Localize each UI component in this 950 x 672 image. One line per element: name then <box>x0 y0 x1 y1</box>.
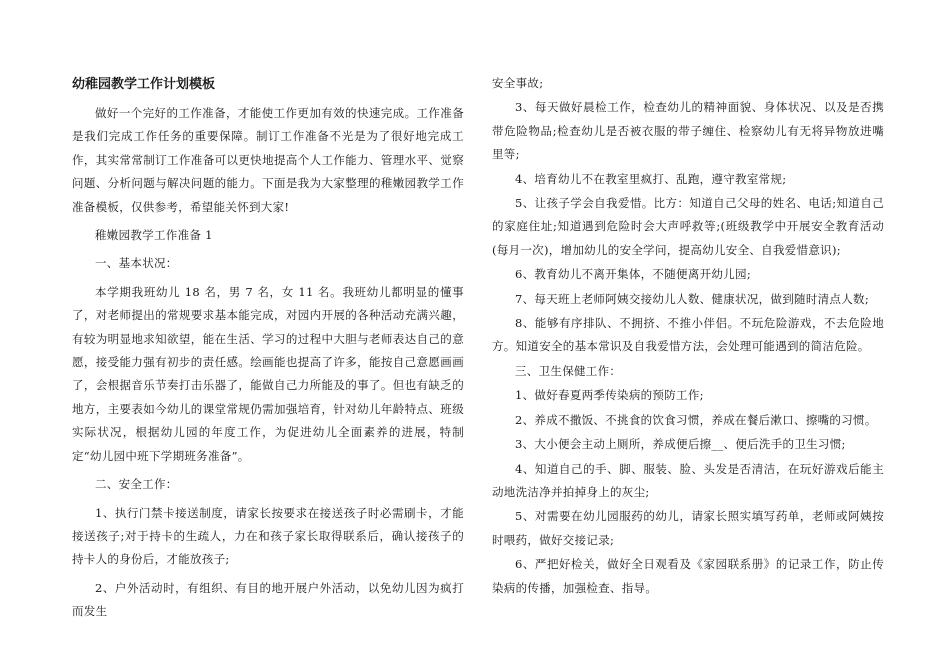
safety-item-2: 2、户外活动时，有组织、有目的地开展户外活动，以免幼儿因为疯打而发生 <box>72 580 464 619</box>
section-heading-safety: 二、安全工作： <box>95 477 178 492</box>
safety-item-3: 3、每天做好晨检工作，检查幼儿的精神面貌、身体状况、以及是否携带危险物品;检查幼儿是否被衣服的带子缠住、检察幼儿有无将异物放进嘴里等; <box>492 100 884 162</box>
safety-item-5: 5、让孩子学会自我爱惜。比方：知道自己父母的姓名、电话;知道自己的家庭住址;知道遇到危险时会大声呼救等;(班级教学中开展安全教育活动(每月一次)，增加幼儿的安全学问，提高幼儿安全、自我爱惜意识); <box>492 196 884 257</box>
plan-heading: 稚嫩园教学工作准备 1 <box>95 228 213 243</box>
right-column <box>492 72 884 601</box>
intro-paragraph: 做好一个完好的工作准备，才能使工作更加有效的快速完成。工作准备是我们完成工作任务的重要保障。制订工作准备不光是为了很好地完成工作，其实常常制订工作准备可以更快地提高个人工作能力、管理水平、觉察问题、分析问题与解决问题的能力。下面是我为大家整理的稚嫩园教学工作准备模板，仅供参考，希望能关怀到大家! <box>72 106 464 214</box>
health-item-5: 5、对需要在幼儿园服药的幼儿，请家长照实填写药单，老师或阿姨按时喂药，做好交接记录; <box>492 509 884 547</box>
health-item-6: 6、严把好检关，做好全日观看及《家园联系册》的记录工作，防止传染病的传播，加强检查、指导。 <box>492 557 884 595</box>
safety-item-2-continued: 安全事故; <box>492 76 544 90</box>
section-heading-basic: 一、基本状况： <box>95 256 178 271</box>
document-title: 幼稚园教学工作计划模板 <box>72 77 216 92</box>
health-item-4: 4、知道自己的手、脚、服装、脸、头发是否清洁，在玩好游戏后能主动地洗洁净并拍掉身上的灰尘; <box>492 461 884 499</box>
safety-item-7: 7、每天班上老师阿姨交接幼儿人数、健康状况，做到随时清点人数; <box>515 291 869 306</box>
health-item-3: 3、大小便会主动上厕所，养成便后擦__、便后洗手的卫生习惯; <box>515 437 846 452</box>
section-heading-health: 三、卫生保健工作： <box>515 363 622 378</box>
safety-item-8: 8、能够有序排队、不拥挤、不推小伴侣。不玩危险游戏，不去危险地方。知道安全的基本常识及自我爱惜方法，会处理可能遇到的简洁危险。 <box>492 316 884 354</box>
health-item-1: 1、做好春夏两季传染病的预防工作; <box>515 388 704 403</box>
safety-item-1: 1、执行门禁卡接送制度，请家长按要求在接送孩子时必需刷卡，才能接送孩子;对于持卡的生疏人，力在和孩子家长取得联系后，确认接孩子的持卡人的身份后，才能放孩子; <box>72 505 464 567</box>
safety-item-6: 6、教育幼儿不离开集体，不随便离开幼儿园; <box>515 267 751 282</box>
health-item-2: 2、养成不撒饭、不挑食的饮食习惯，养成在餐后漱口、擦嘴的习惯。 <box>515 412 877 427</box>
basic-situation-paragraph: 本学期我班幼儿 18 名，男 7 名，女 11 名。我班幼儿都明显的懂事了，对老师提出的常规要求基本能完成，对园内开展的各种活动充满兴趣，有较为明显地求知欲望，能在生活、学习的过程中大胆与老师表达自己的意愿，接受能力强有初步的责任感。绘画能也提高了许多，能按自己意愿画画了，会根据音乐节奏打击乐器了，能做自己力所能及的事了。但也有缺乏的地方，主要表如今幼儿的课堂常规仍需加强培育，针对幼儿年龄特点、班级实际状况，根据幼儿园的年度工作，为促进幼儿全面素养的进展，特制定“幼儿园中班下学期班务准备”。 <box>72 284 464 463</box>
left-column <box>72 72 464 629</box>
safety-item-4: 4、培育幼儿不在教室里疯打、乱跑，遵守教室常规; <box>515 171 787 186</box>
